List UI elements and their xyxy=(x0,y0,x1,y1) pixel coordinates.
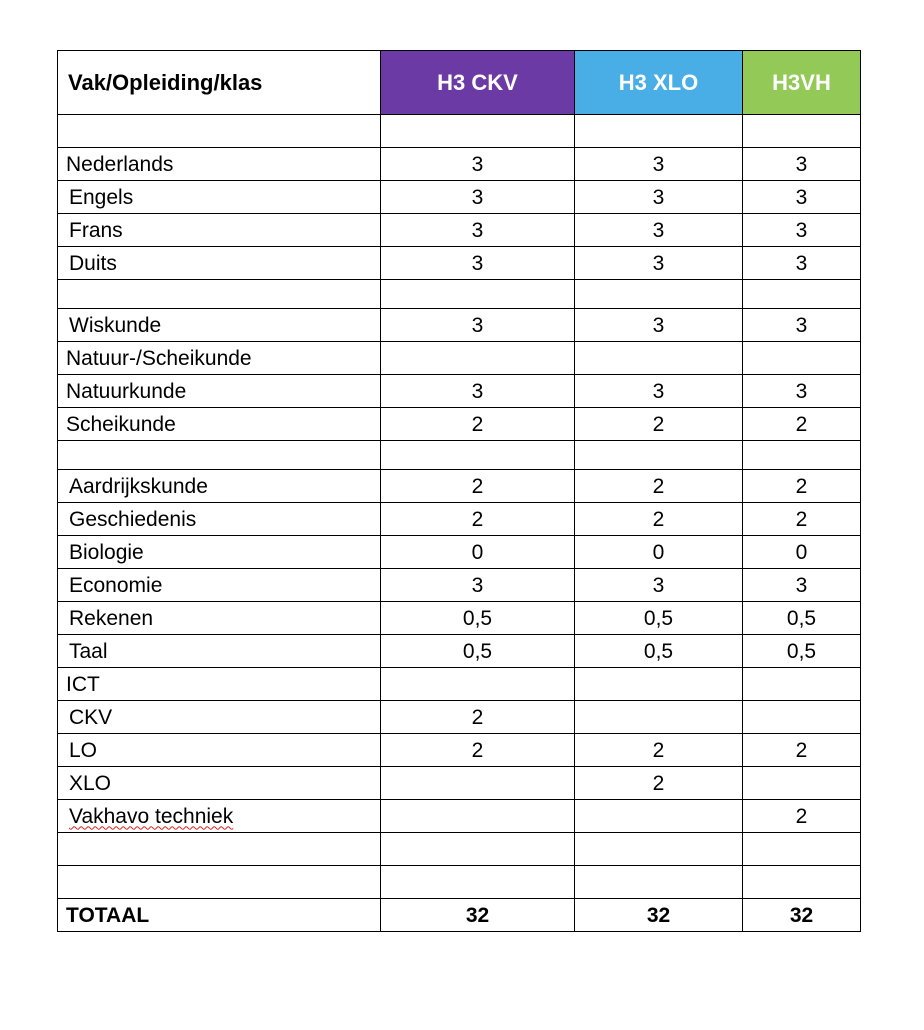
subject-cell: Geschiedenis xyxy=(58,503,381,536)
subject-cell: XLO xyxy=(58,767,381,800)
value-cell: 0 xyxy=(575,536,743,569)
table-row xyxy=(58,536,861,569)
subject-cell: ICT xyxy=(58,668,381,701)
total-value: 32 xyxy=(743,899,861,932)
total-label: TOTAAL xyxy=(58,899,381,932)
subject-cell: LO xyxy=(58,734,381,767)
value-cell: 2 xyxy=(575,503,743,536)
value-cell: 2 xyxy=(743,408,861,441)
subject-cell: Duits xyxy=(58,247,381,280)
value-cell xyxy=(381,342,575,375)
value-cell xyxy=(575,701,743,734)
subject-cell xyxy=(58,800,381,833)
value-cell: 0,5 xyxy=(381,635,575,668)
header-label: Vak/Opleiding/klas xyxy=(58,51,381,115)
value-cell: 2 xyxy=(381,734,575,767)
value-cell: 2 xyxy=(381,701,575,734)
subject-cell: Wiskunde xyxy=(58,309,381,342)
table-row xyxy=(58,569,861,602)
table-row xyxy=(58,767,861,800)
empty-row xyxy=(58,115,861,148)
value-cell xyxy=(575,668,743,701)
subject-cell: Nederlands xyxy=(58,148,381,181)
table-row xyxy=(58,503,861,536)
value-cell xyxy=(381,668,575,701)
value-cell xyxy=(575,342,743,375)
value-cell xyxy=(743,767,861,800)
subject-cell: Engels xyxy=(58,181,381,214)
value-cell xyxy=(381,767,575,800)
header-row xyxy=(58,51,861,115)
header-h3vh: H3VH xyxy=(743,51,861,115)
value-cell: 0,5 xyxy=(743,635,861,668)
value-cell: 3 xyxy=(575,375,743,408)
value-cell: 0,5 xyxy=(575,635,743,668)
subject-cell: Aardrijkskunde xyxy=(58,470,381,503)
value-cell: 3 xyxy=(743,214,861,247)
value-cell: 3 xyxy=(381,148,575,181)
empty-row xyxy=(58,866,861,899)
value-cell: 3 xyxy=(743,309,861,342)
value-cell: 2 xyxy=(743,503,861,536)
value-cell: 0 xyxy=(743,536,861,569)
value-cell: 3 xyxy=(381,181,575,214)
value-cell: 3 xyxy=(381,247,575,280)
table-row xyxy=(58,701,861,734)
header-h3-xlo: H3 XLO xyxy=(575,51,743,115)
value-cell: 3 xyxy=(743,181,861,214)
total-value: 32 xyxy=(575,899,743,932)
value-cell: 3 xyxy=(743,375,861,408)
value-cell: 2 xyxy=(381,470,575,503)
value-cell: 3 xyxy=(381,375,575,408)
subject-cell: Natuur-/Scheikunde xyxy=(58,342,381,375)
table-row xyxy=(58,470,861,503)
value-cell: 3 xyxy=(743,148,861,181)
value-cell: 0,5 xyxy=(575,602,743,635)
subject-cell: Scheikunde xyxy=(58,408,381,441)
value-cell: 3 xyxy=(743,247,861,280)
value-cell: 3 xyxy=(743,569,861,602)
table-row xyxy=(58,247,861,280)
value-cell: 3 xyxy=(381,309,575,342)
value-cell: 3 xyxy=(575,309,743,342)
table-row xyxy=(58,342,861,375)
subject-hours-table xyxy=(57,50,861,932)
value-cell: 2 xyxy=(575,470,743,503)
subject-cell: Biologie xyxy=(58,536,381,569)
value-cell: 3 xyxy=(381,214,575,247)
subject-cell: Rekenen xyxy=(58,602,381,635)
value-cell: 3 xyxy=(575,214,743,247)
value-cell xyxy=(743,701,861,734)
table-row xyxy=(58,214,861,247)
value-cell: 3 xyxy=(575,569,743,602)
subject-cell: Natuurkunde xyxy=(58,375,381,408)
subject-cell: Economie xyxy=(58,569,381,602)
table-row xyxy=(58,800,861,833)
value-cell: 0 xyxy=(381,536,575,569)
total-row xyxy=(58,899,861,932)
value-cell: 2 xyxy=(381,408,575,441)
header-h3-ckv: H3 CKV xyxy=(381,51,575,115)
total-value: 32 xyxy=(381,899,575,932)
value-cell xyxy=(743,342,861,375)
value-cell: 2 xyxy=(575,408,743,441)
value-cell: 0,5 xyxy=(381,602,575,635)
table-row xyxy=(58,181,861,214)
value-cell: 2 xyxy=(381,503,575,536)
table-row xyxy=(58,148,861,181)
value-cell xyxy=(381,800,575,833)
value-cell: 2 xyxy=(743,800,861,833)
value-cell: 0,5 xyxy=(743,602,861,635)
empty-row xyxy=(58,833,861,866)
empty-row xyxy=(58,280,861,309)
value-cell: 2 xyxy=(575,734,743,767)
value-cell xyxy=(575,800,743,833)
table-row xyxy=(58,635,861,668)
table-row xyxy=(58,602,861,635)
subject-cell: Taal xyxy=(58,635,381,668)
value-cell: 3 xyxy=(381,569,575,602)
subject-cell: CKV xyxy=(58,701,381,734)
table-row xyxy=(58,668,861,701)
value-cell: 2 xyxy=(743,470,861,503)
value-cell: 3 xyxy=(575,148,743,181)
subject-cell: Frans xyxy=(58,214,381,247)
value-cell: 3 xyxy=(575,181,743,214)
value-cell: 3 xyxy=(575,247,743,280)
table-row xyxy=(58,309,861,342)
subject-label-vakhavo: Vakhavo techniek xyxy=(69,804,234,828)
table-row xyxy=(58,408,861,441)
empty-row xyxy=(58,441,861,470)
value-cell xyxy=(743,668,861,701)
table-row xyxy=(58,375,861,408)
value-cell: 2 xyxy=(743,734,861,767)
value-cell: 2 xyxy=(575,767,743,800)
table-row xyxy=(58,734,861,767)
